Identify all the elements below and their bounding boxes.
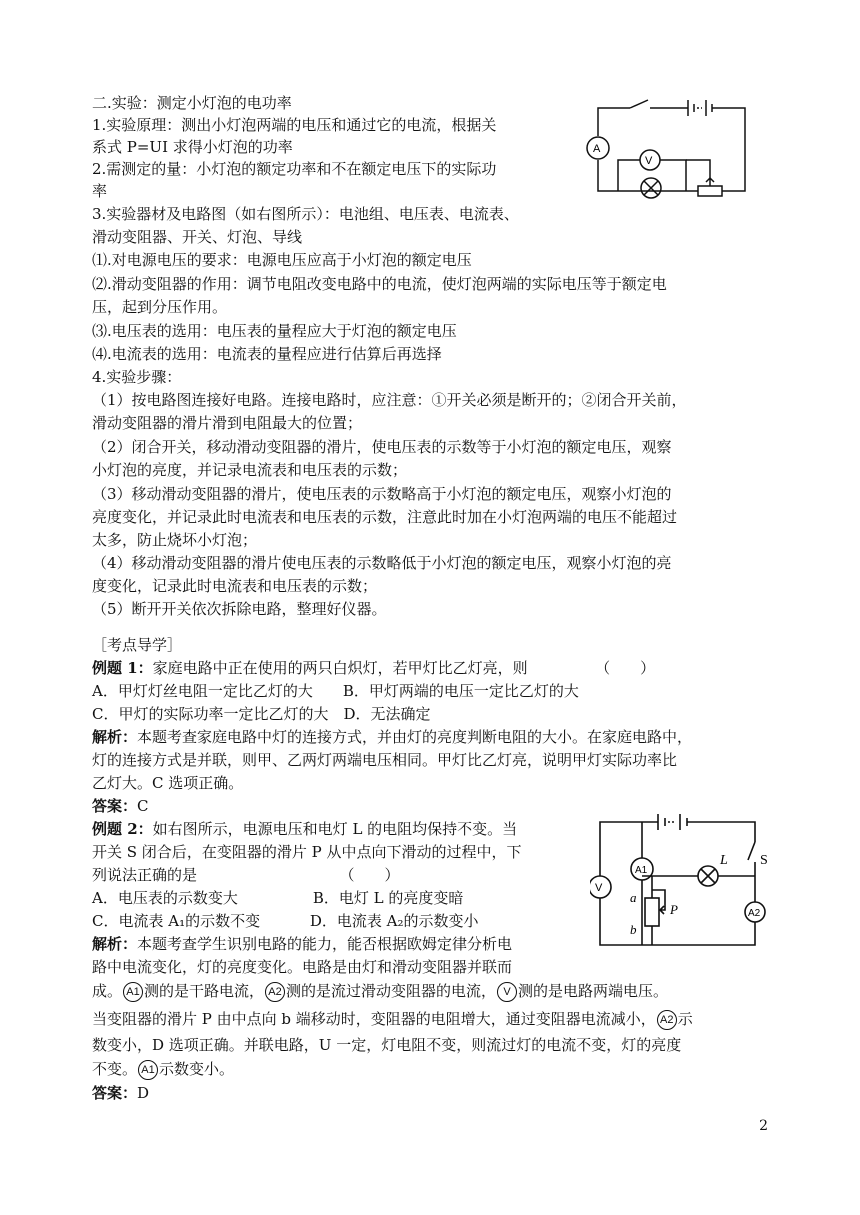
example-2-analysis-line-6 [92,1058,234,1080]
example-1-options-cd: C．甲灯的实际功率一定比乙灯的大 D．无法确定 [92,705,431,723]
requirement-3: ⑶.电压表的选用：电压表的量程应大于灯泡的额定电压 [92,322,457,340]
analysis-label: 解析： [92,728,138,746]
requirement-2-line-2: 压，起到分压作用。 [92,298,228,316]
example-2-answer [92,1082,149,1104]
fig1-voltmeter-label: V [645,155,653,167]
example-2-analysis-line-1 [92,933,512,955]
requirement-1: ⑴.对电源电压的要求：电源电压应高于小灯泡的额定电压 [92,251,472,269]
answer-label: 答案： [92,1084,138,1102]
step-1-line-2: 滑动变阻器的滑片滑到电阻最大的位置； [92,414,363,432]
example-2-analysis-line-2: 路中电流变化，灯的亮度变化。电路是由灯和滑动变阻器并联而 [92,958,513,976]
page-number: 2 [759,1118,768,1134]
steps-title: 4.实验步骤： [92,368,182,386]
answer-value: C [137,797,149,815]
analysis-fragment: 成。 [92,982,123,1000]
fig2-ammeter-a2-label: A2 [748,908,761,919]
example-2-analysis-line-3 [92,980,668,1002]
section-title: 二.实验：测定小灯泡的电功率 [92,94,292,112]
step-2-line-2: 小灯泡的亮度，并记录电流表和电压表的示数； [92,461,408,479]
analysis-fragment: 示 [677,1010,693,1028]
example-2-analysis-line-5: 数变小，D 选项正确。并联电路，U 一定，灯电阻不变，则流过灯的电流不变，灯的亮度 [92,1036,682,1054]
example-1-text: 家庭电路中正在使用的两只白炽灯，若甲灯比乙灯亮，则 （ ） [152,659,656,677]
equipment-line-1: 3.实验器材及电路图（如右图所示）：电池组、电压表、电流表、 [92,205,519,223]
ammeter-a1-icon: A1 [123,982,143,1002]
example-1-label: 例题 1： [92,659,153,677]
example-1-answer [92,795,149,817]
fig2-switch-label: S [760,853,768,868]
step-3-line-1: （3）移动滑动变阻器的滑片，使电压表的示数略高于小灯泡的额定电压，观察小灯泡的 [92,485,672,503]
principle-line-2: 系式 P=UI 求得小灯泡的功率 [92,138,293,156]
analysis-label: 解析： [92,935,138,953]
fig2-terminal-a-label: a [630,890,637,905]
step-5: （5）断开开关依次拆除电路，整理好仪器。 [92,600,387,618]
requirement-4: ⑷.电流表的选用：电流表的量程应进行估算后再选择 [92,345,442,363]
fig2-ammeter-a1-label: A1 [635,865,648,876]
example-1-analysis-line-3: 乙灯大。C 选项正确。 [92,774,244,792]
analysis-fragment: 示数变小。 [159,1060,235,1078]
answer-label: 答案： [92,797,138,815]
fig2-lamp-label: L [720,853,728,868]
analysis-fragment: 不变。 [92,1060,138,1078]
example-2-text: 如右图所示，电源电压和电灯 L 的电阻均保持不变。当 [152,820,518,838]
step-4-line-2: 度变化，记录此时电流表和电压表的示数； [92,577,378,595]
voltmeter-icon: V [497,982,517,1002]
example-1-question [92,657,655,679]
analysis-text: 本题考查学生识别电路的能力，能否根据欧姆定律分析电 [137,935,513,953]
example-1-options-ab: A．甲灯灯丝电阻一定比乙灯的大 B．甲灯两端的电压一定比乙灯的大 [92,682,579,700]
example-2-line-2: 开关 S 闭合后，在变阻器的滑片 P 从中点向下滑动的过程中，下 [92,843,522,861]
ammeter-a2-icon: A2 [265,982,285,1002]
example-2-analysis-line-4 [92,1008,693,1030]
analysis-fragment: 当变阻器的滑片 P 由中点向 b 端移动时，变阻器的电阻增大，通过变阻器电流减小， [92,1010,656,1028]
fig2-voltmeter-label: V [595,882,603,894]
example-2-line-1 [92,818,517,840]
equipment-line-2: 滑动变阻器、开关、灯泡、导线 [92,228,303,246]
step-2-line-1: （2）闭合开关，移动滑动变阻器的滑片，使电压表的示数等于小灯泡的额定电压，观察 [92,438,672,456]
analysis-fragment: 测的是流过滑动变阻器的电流， [286,982,497,1000]
circuit-diagram-2 [590,810,780,955]
circuit-diagram-1 [580,96,760,206]
example-2-label: 例题 2： [92,820,153,838]
step-3-line-3: 太多，防止烧坏小灯泡； [92,531,258,549]
answer-value: D [137,1084,150,1102]
example-1-analysis-line-2: 灯的连接方式是并联，则甲、乙两灯两端电压相同。甲灯比乙灯亮，说明甲灯实际功率比 [92,751,678,769]
analysis-text: 本题考查家庭电路中灯的连接方式，并由灯的亮度判断电阻的大小。在家庭电路中， [137,728,693,746]
quantities-line-1: 2.需测定的量：小灯泡的额定功率和不在额定电压下的实际功 [92,160,497,178]
requirement-2-line-1: ⑵.滑动变阻器的作用：调节电阻改变电路中的电流，使灯泡两端的实际电压等于额定电 [92,275,667,293]
fig1-ammeter-label: A [593,143,601,155]
ammeter-a2-icon: A2 [657,1010,677,1030]
ammeter-a1-icon: A1 [138,1060,158,1080]
fig2-terminal-b-label: b [630,922,637,937]
fig2-slider-p-label: P [670,902,678,917]
example-2-options-cd: C．电流表 A₁的示数不变 D．电流表 A₂的示数变小 [92,912,479,930]
step-4-line-1: （4）移动滑动变阻器的滑片使电压表的示数略低于小灯泡的额定电压，观察小灯泡的亮 [92,554,672,572]
quantities-line-2: 率 [92,182,108,200]
analysis-fragment: 测的是干路电流， [144,982,265,1000]
analysis-fragment: 测的是电路两端电压。 [518,982,669,1000]
example-2-options-ab: A．电压表的示数变大 B．电灯 L 的亮度变暗 [92,889,464,907]
example-1-analysis-line-1 [92,726,692,748]
example-2-line-3: 列说法正确的是 （ ） [92,866,400,884]
step-1-line-1: （1）按电路图连接好电路。连接电路时，应注意：①开关必须是断开的；②闭合开关前， [92,391,687,409]
principle-line-1: 1.实验原理：测出小灯泡两端的电压和通过它的电流，根据关 [92,116,497,134]
step-3-line-2: 亮度变化，并记录此时电流表和电压表的示数，注意此时加在小灯泡两端的电压不能超过 [92,508,678,526]
guide-title: ［考点导学］ [92,636,183,654]
